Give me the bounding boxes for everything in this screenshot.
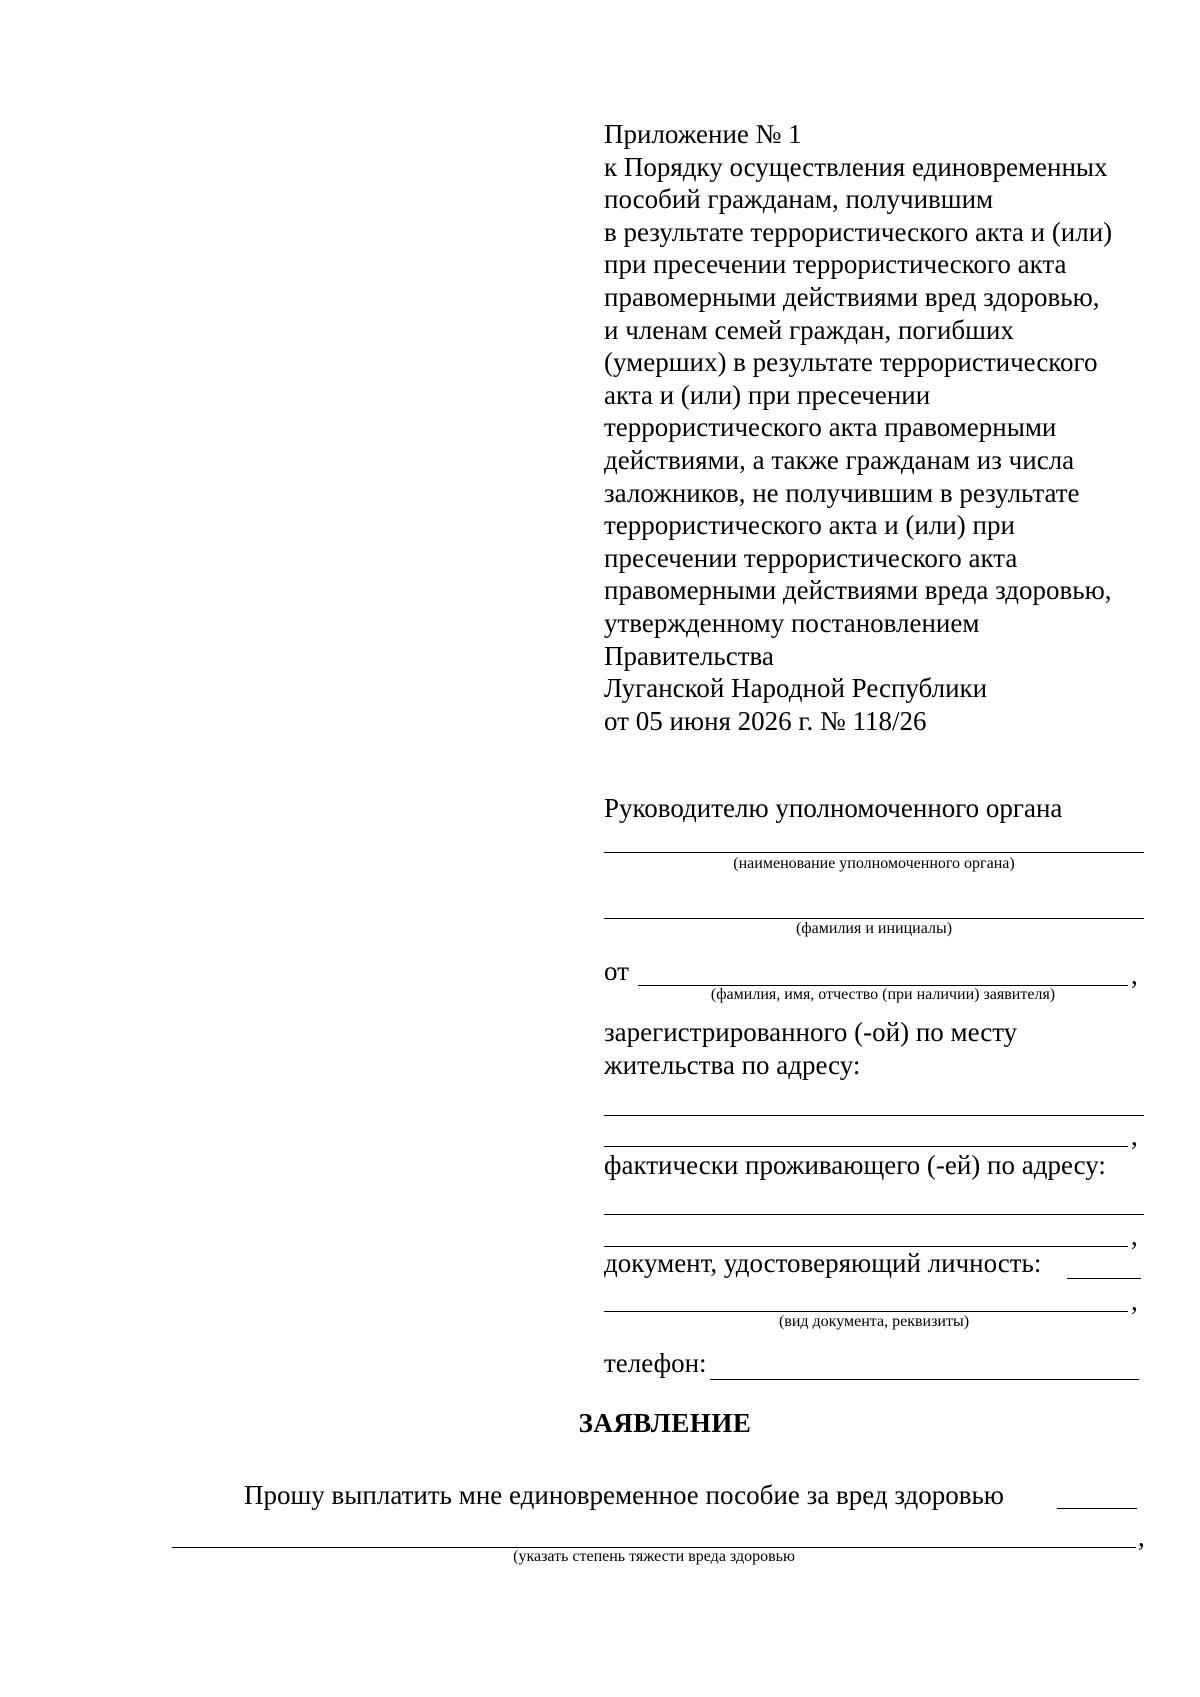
name-caption: (фамилия и инициалы) (795, 920, 953, 937)
appendix-line: (умерших) в результате террористического (604, 347, 1098, 378)
appendix-line: пособий гражданам, получившим (604, 184, 994, 215)
appendix-line: заложников, не получившим в результате (604, 477, 1080, 508)
actual-address-field-2[interactable] (604, 1246, 1128, 1247)
registered-address-field-1[interactable] (604, 1115, 1144, 1116)
actual-address-field-1[interactable] (604, 1214, 1144, 1215)
document-label: документ, удостоверяющий личность: (604, 1248, 1042, 1278)
head-label: Руководителю уполномоченного органа (604, 793, 1063, 823)
comma: , (1131, 1121, 1138, 1151)
statement-title: ЗАЯВЛЕНИЕ (578, 1408, 752, 1438)
phone-field[interactable] (710, 1379, 1139, 1380)
appendix-line: Правительства (604, 640, 774, 671)
applicant-caption: (фамилия, имя, отчество (при наличии) заявителя) (710, 986, 1056, 1003)
appendix-line: террористического акта правомерными (604, 412, 1057, 443)
request-text: Прошу выплатить мне единовременное пособие за вред здоровью (244, 1480, 1004, 1510)
severity-field-1[interactable] (1057, 1508, 1137, 1509)
comma: , (1131, 1221, 1138, 1251)
appendix-line: утвержденному постановлением (604, 607, 980, 638)
registered-label-line2: жительства по адресу: (604, 1050, 861, 1080)
appendix-line: от 05 июня 2026 г. № 118/26 (604, 705, 927, 736)
appendix-line: в результате террористического акта и (или) (604, 216, 1113, 247)
head-name-field[interactable] (604, 918, 1144, 919)
appendix-line: при пресечении террористического акта (604, 249, 1067, 280)
comma: , (1131, 1286, 1138, 1316)
document-field-1[interactable] (1067, 1278, 1141, 1279)
appendix-line: правомерными действиями вред здоровью, (604, 281, 1100, 312)
authority-caption: (наименование уполномоченного органа) (733, 855, 1015, 872)
registered-label-line1: зарегистрированного (-ой) по месту (604, 1017, 1018, 1047)
actual-address-label: фактически проживающего (-ей) по адресу: (604, 1150, 1106, 1180)
from-label: от (604, 956, 629, 986)
appendix-line: Приложение № 1 (604, 119, 802, 149)
registered-address-field-2[interactable] (604, 1146, 1128, 1147)
comma: , (1138, 1522, 1145, 1552)
appendix-line: и членам семей граждан, погибших (604, 314, 1014, 345)
appendix-line: пресечении террористического акта (604, 542, 1018, 573)
severity-caption: (указать степень тяжести вреда здоровью (513, 1548, 795, 1565)
comma: , (1131, 960, 1138, 990)
appendix-line: террористического акта и (или) при (604, 510, 1015, 541)
appendix-line: к Порядку осуществления единовременных (604, 151, 1108, 182)
authority-name-field[interactable] (604, 852, 1144, 853)
phone-label: телефон: (604, 1348, 707, 1378)
appendix-line: действиями, а также гражданам из числа (604, 444, 1075, 475)
appendix-line: акта и (или) при пресечении (604, 379, 931, 410)
document-field-2[interactable] (604, 1311, 1128, 1312)
appendix-header (604, 118, 1164, 737)
appendix-line: Луганской Народной Республики (604, 673, 988, 704)
document-caption: (вид документа, реквизиты) (778, 1313, 970, 1330)
appendix-line: правомерными действиями вреда здоровью, (604, 575, 1112, 606)
